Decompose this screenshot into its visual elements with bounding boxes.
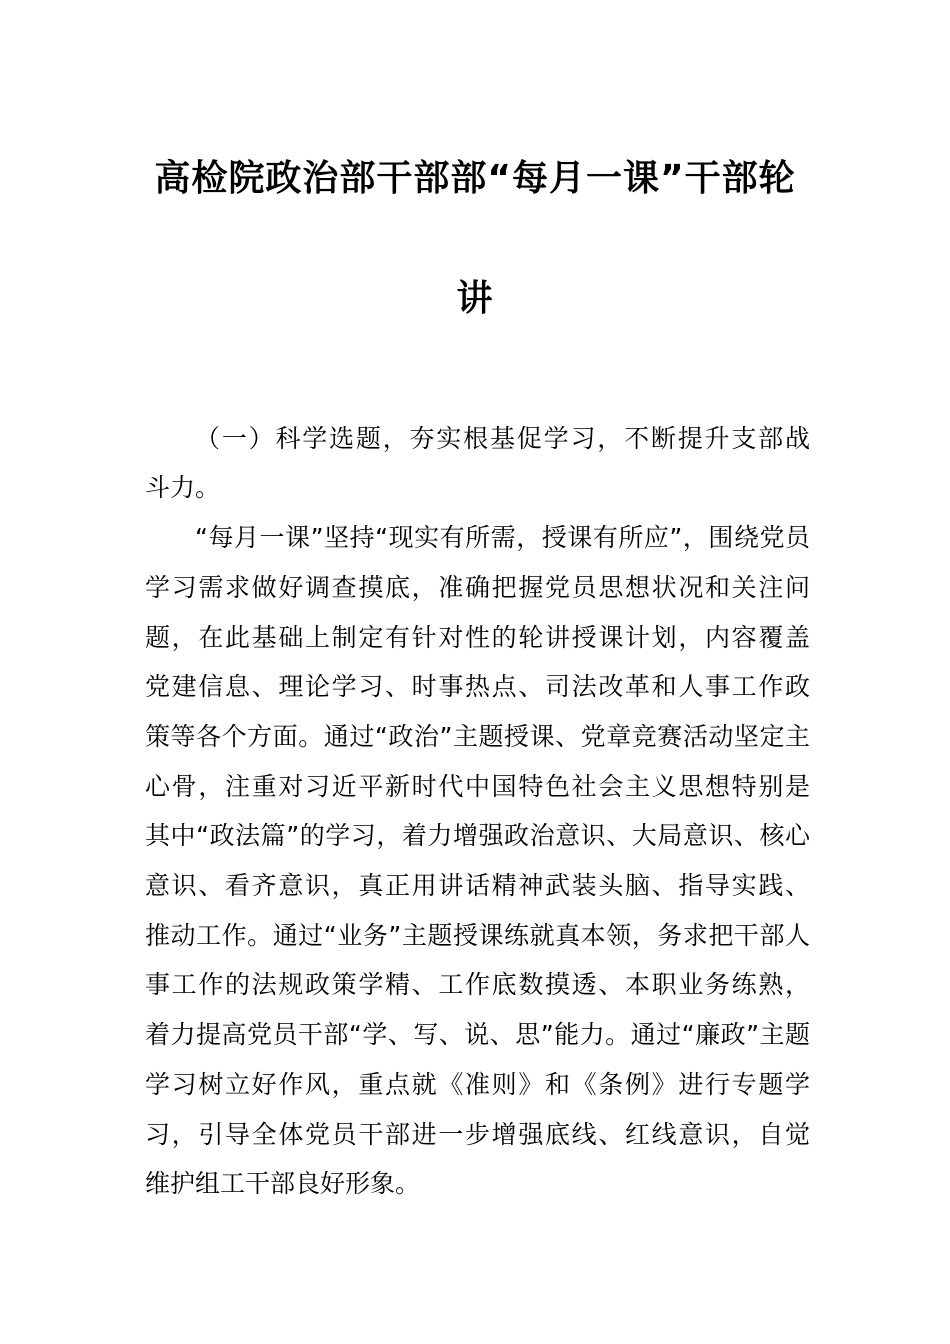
- paragraph-line: “每月一课”坚持“现实有所需，授课有所应”，围绕党员: [195, 523, 810, 552]
- paragraph-line: 维护组工干部良好形象。: [145, 1169, 421, 1198]
- paragraph-line: 心骨，注重对习近平新时代中国特色社会主义思想特别是: [145, 772, 810, 801]
- document-title-line-2: 讲: [456, 278, 494, 319]
- paragraph-line: 题，在此基础上制定有针对性的轮讲授课计划，内容覆盖: [145, 623, 810, 652]
- paragraph-line: 推动工作。通过“业务”主题授课练就真本领，务求把干部人: [145, 921, 810, 950]
- paragraph-line: 学习树立好作风，重点就《准则》和《条例》进行专题学: [145, 1070, 810, 1099]
- paragraph-line: 着力提高党员干部“学、写、说、思”能力。通过“廉政”主题: [145, 1020, 810, 1049]
- document-title-line-1: 高检院政治部干部部“每月一课”干部轮: [154, 158, 796, 199]
- paragraph-line: 策等各个方面。通过“政治”主题授课、党章竞赛活动坚定主: [145, 722, 810, 751]
- section-heading-line-1: （一）科学选题，夯实根基促学习，不断提升支部战: [195, 424, 810, 453]
- paragraph-line: 其中“政法篇”的学习，着力增强政治意识、大局意识、核心: [145, 821, 810, 850]
- paragraph-line: 事工作的法规政策学精、工作底数摸透、本职业务练熟，: [145, 970, 810, 999]
- section-heading-line-2: 斗力。: [145, 473, 221, 502]
- paragraph-line: 党建信息、理论学习、时事热点、司法改革和人事工作政: [145, 672, 810, 701]
- paragraph-line: 意识、看齐意识，真正用讲话精神武装头脑、指导实践、: [145, 871, 810, 900]
- paragraph-line: 学习需求做好调查摸底，准确把握党员思想状况和关注问: [145, 573, 810, 602]
- paragraph-line: 习，引导全体党员干部进一步增强底线、红线意识，自觉: [145, 1120, 810, 1149]
